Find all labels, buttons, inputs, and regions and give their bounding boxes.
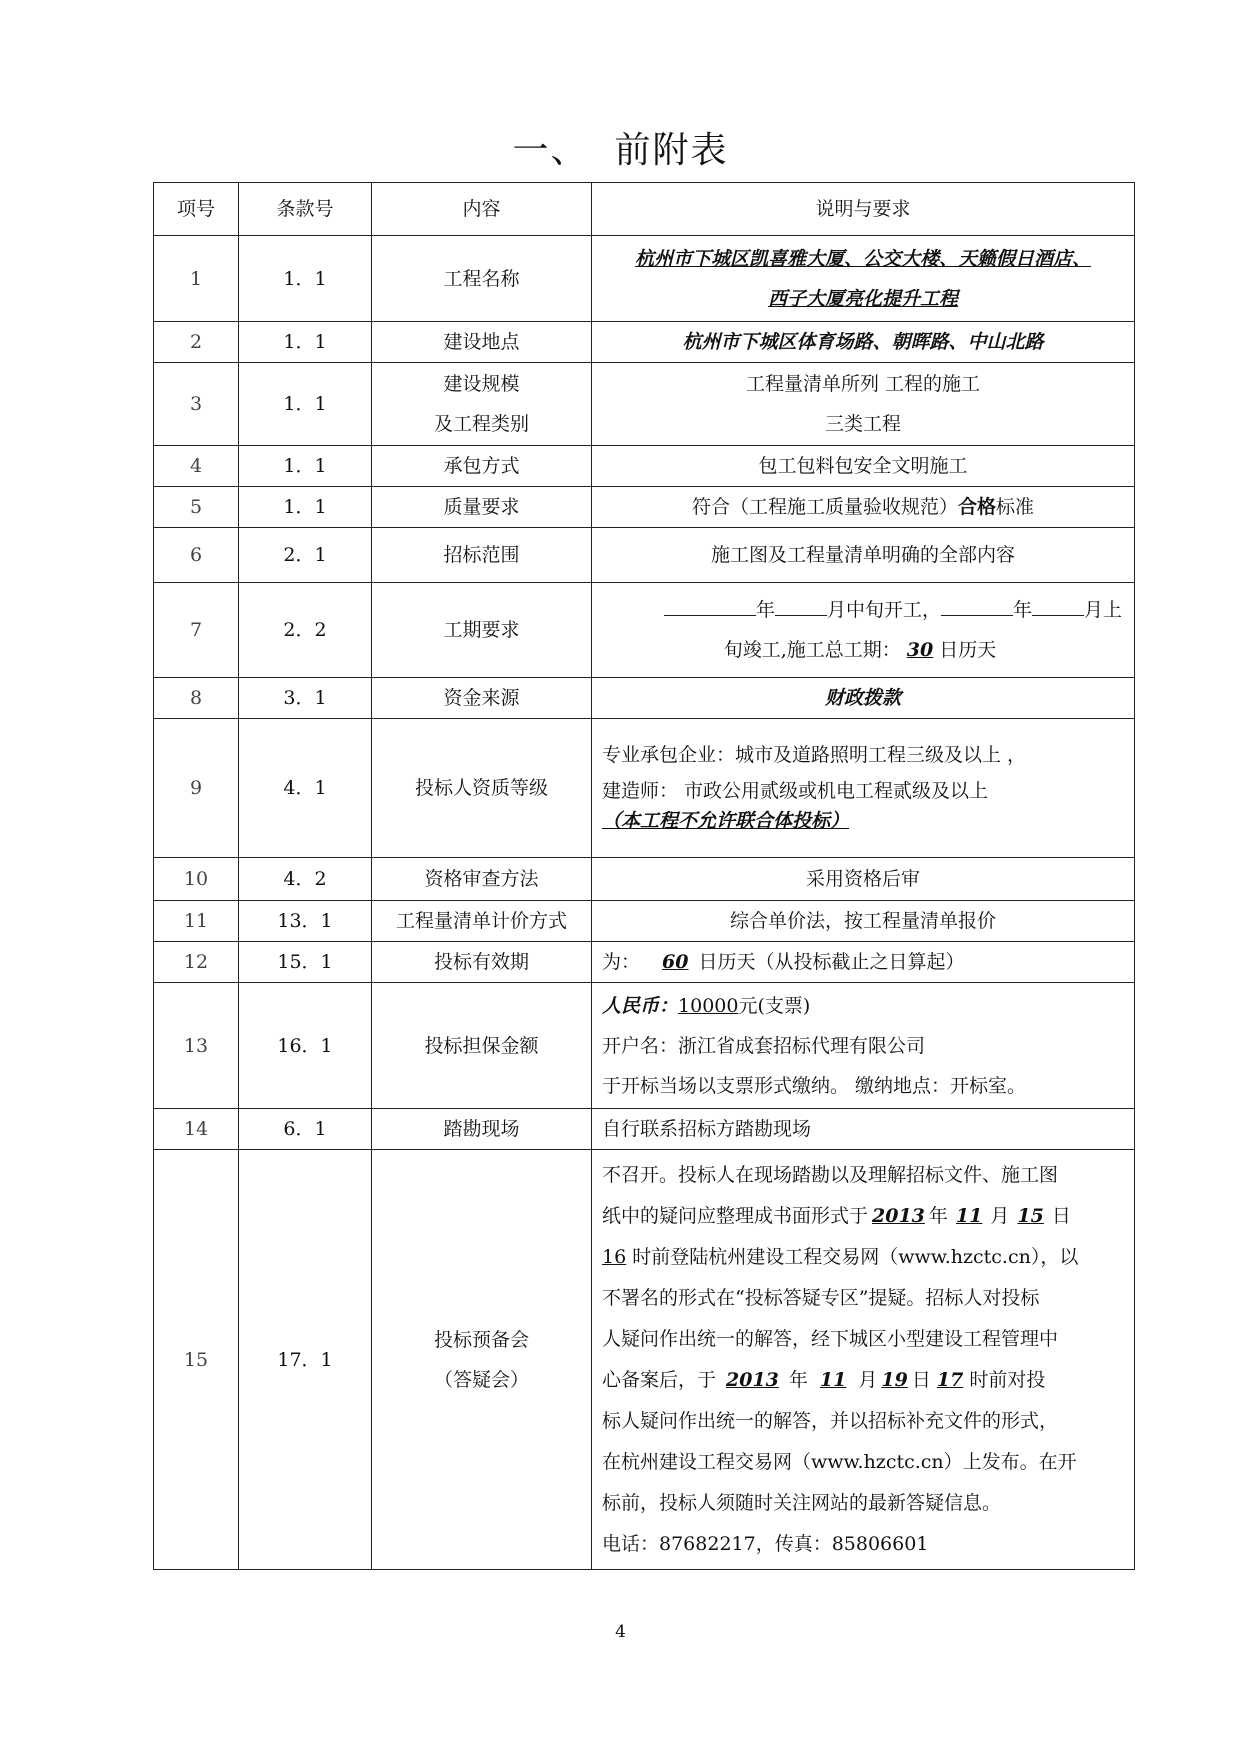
header-desc: 说明与要求 (592, 183, 1135, 236)
table-row: 13 16．1 投标担保金额 人民币：10000元(支票) 开户名：浙江省成套招标代理有限公司 于开标当场以支票形式缴纳。 缴纳地点：开标室。 (154, 983, 1135, 1109)
front-table (153, 182, 1135, 1570)
table-row: 2 1．1 建设地点 杭州市下城区体育场路、朝晖路、中山北路 (154, 322, 1135, 363)
table-header-row (154, 183, 1135, 236)
table-row: 9 4．1 投标人资质等级 专业承包企业：城市及道路照明工程三级及以上 ， 建造师： 市政公用贰级或机电工程贰级及以上 （本工程不允许联合体投标） (154, 719, 1135, 858)
table-row: 8 3．1 资金来源 财政拨款 (154, 678, 1135, 719)
page-title: 一、 前附表 (512, 130, 729, 171)
table-row: 6 2．1 招标范围 施工图及工程量清单明确的全部内容 (154, 528, 1135, 583)
table-row: 15 17．1 投标预备会 （答疑会） 不召开。投标人在现场踏勘以及理解招标文件、施工图 纸中的疑问应整理成书面形式于 2013 年 11 月 15 日 16 时前登陆杭州建设工程交易网（www.hzctc.cn），以 不署名的形式在“投标答疑专区”提疑。招标人对投标 人疑问作出统一的解答，经下城区小型建设工程管理中 心备案后，于 2013 年 11 月 19 日 17 时前对投 标人疑问作出统一的解答，并以招标补充文件的形式， 在杭州建设工程交易网（www.hzctc.cn）上发布。在开 标前，投标人须随时关注网站的最新答疑信息。 电话：87682217，传真：85806601 (154, 1150, 1135, 1570)
header-no: 项号 (154, 183, 239, 236)
table-row: 1 1．1 工程名称 杭州市下城区凯喜雅大厦、公交大楼、天籁假日酒店、 西子大厦亮化提升工程 (154, 236, 1135, 322)
table-row: 11 13．1 工程量清单计价方式 综合单价法，按工程量清单报价 (154, 901, 1135, 942)
table-row: 5 1．1 质量要求 符合（工程施工质量验收规范）合格标准 (154, 487, 1135, 528)
table-row: 10 4．2 资格审查方法 采用资格后审 (154, 858, 1135, 901)
table-row: 3 1．1 建设规模 及工程类别 工程量清单所列 工程的施工 三类工程 (154, 363, 1135, 446)
header-content: 内容 (372, 183, 592, 236)
table-row: 4 1．1 承包方式 包工包料包安全文明施工 (154, 446, 1135, 487)
table-row: 7 2．2 工期要求 年 月中旬开工， 年 月上 旬竣工,施工总工期： 30 日历天 (154, 583, 1135, 678)
table-row: 14 6．1 踏勘现场 自行联系招标方踏勘现场 (154, 1109, 1135, 1150)
header-clause: 条款号 (239, 183, 372, 236)
page-number: 4 (615, 1622, 626, 1642)
table-row: 12 15．1 投标有效期 为： 60 日历天（从投标截止之日算起） (154, 942, 1135, 983)
